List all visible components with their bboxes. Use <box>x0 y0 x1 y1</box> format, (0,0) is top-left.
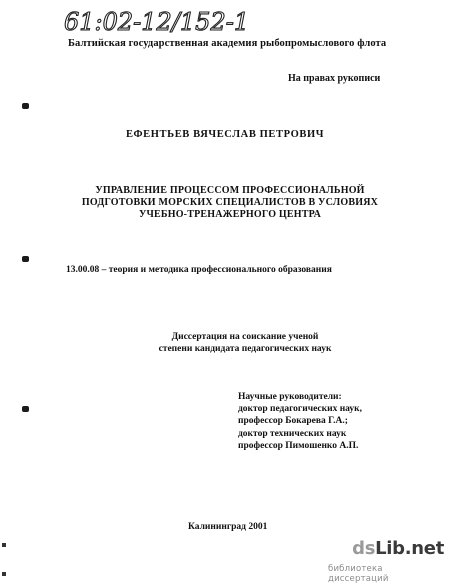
dslib-watermark[interactable] <box>328 538 450 582</box>
advisor-line-2: профессор Бокарева Г.А.; <box>238 416 348 427</box>
degree-statement <box>110 331 380 355</box>
logo-part-ds: ds <box>352 538 376 559</box>
degree-line-2: степени кандидата педагогических наук <box>158 344 332 354</box>
logo-part-lib: Lib.net <box>375 538 444 559</box>
author-name: ЕФЕНТЬЕВ ВЯЧЕСЛАВ ПЕТРОВИЧ <box>125 129 325 140</box>
city-and-year: Калининград 2001 <box>188 522 268 532</box>
title-line-2: ПОДГОТОВКИ МОРСКИХ СПЕЦИАЛИСТОВ В УСЛОВИЯХ <box>81 197 379 208</box>
scan-edge-mark <box>2 572 6 576</box>
scan-edge-mark <box>2 543 6 547</box>
advisor-line-1: доктор педагогических наук, <box>238 404 363 415</box>
title-line-1: УПРАВЛЕНИЕ ПРОЦЕССОМ ПРОФЕССИОНАЛЬНОЙ <box>95 185 365 196</box>
dissertation-title <box>60 185 400 221</box>
manuscript-rights-note: На правах рукописи <box>288 73 381 84</box>
watermark-subtitle: библиотека диссертаций <box>328 564 389 584</box>
scan-hole-mark <box>22 406 29 412</box>
advisors-heading: Научные руководители: <box>238 392 342 402</box>
advisor-line-4: профессор Пимошенко А.П. <box>238 440 359 451</box>
specialty-code: 13.00.08 – теория и методика профессионального образования <box>66 265 332 275</box>
handwritten-archive-code <box>62 6 312 38</box>
dslib-logo <box>352 538 444 559</box>
scientific-advisors <box>238 391 362 452</box>
scan-hole-mark <box>22 103 29 109</box>
handwritten-code-text: 61:02-12/152-1 <box>64 8 250 36</box>
degree-line-1: Диссертация на соискание ученой <box>171 332 319 342</box>
advisor-line-3: доктор технических наук <box>238 428 347 439</box>
institution-name: Балтийская государственная академия рыбопромыслового флота <box>68 38 387 49</box>
title-line-3: УЧЕБНО-ТРЕНАЖЕРНОГО ЦЕНТРА <box>138 209 322 220</box>
scan-hole-mark <box>22 256 29 262</box>
